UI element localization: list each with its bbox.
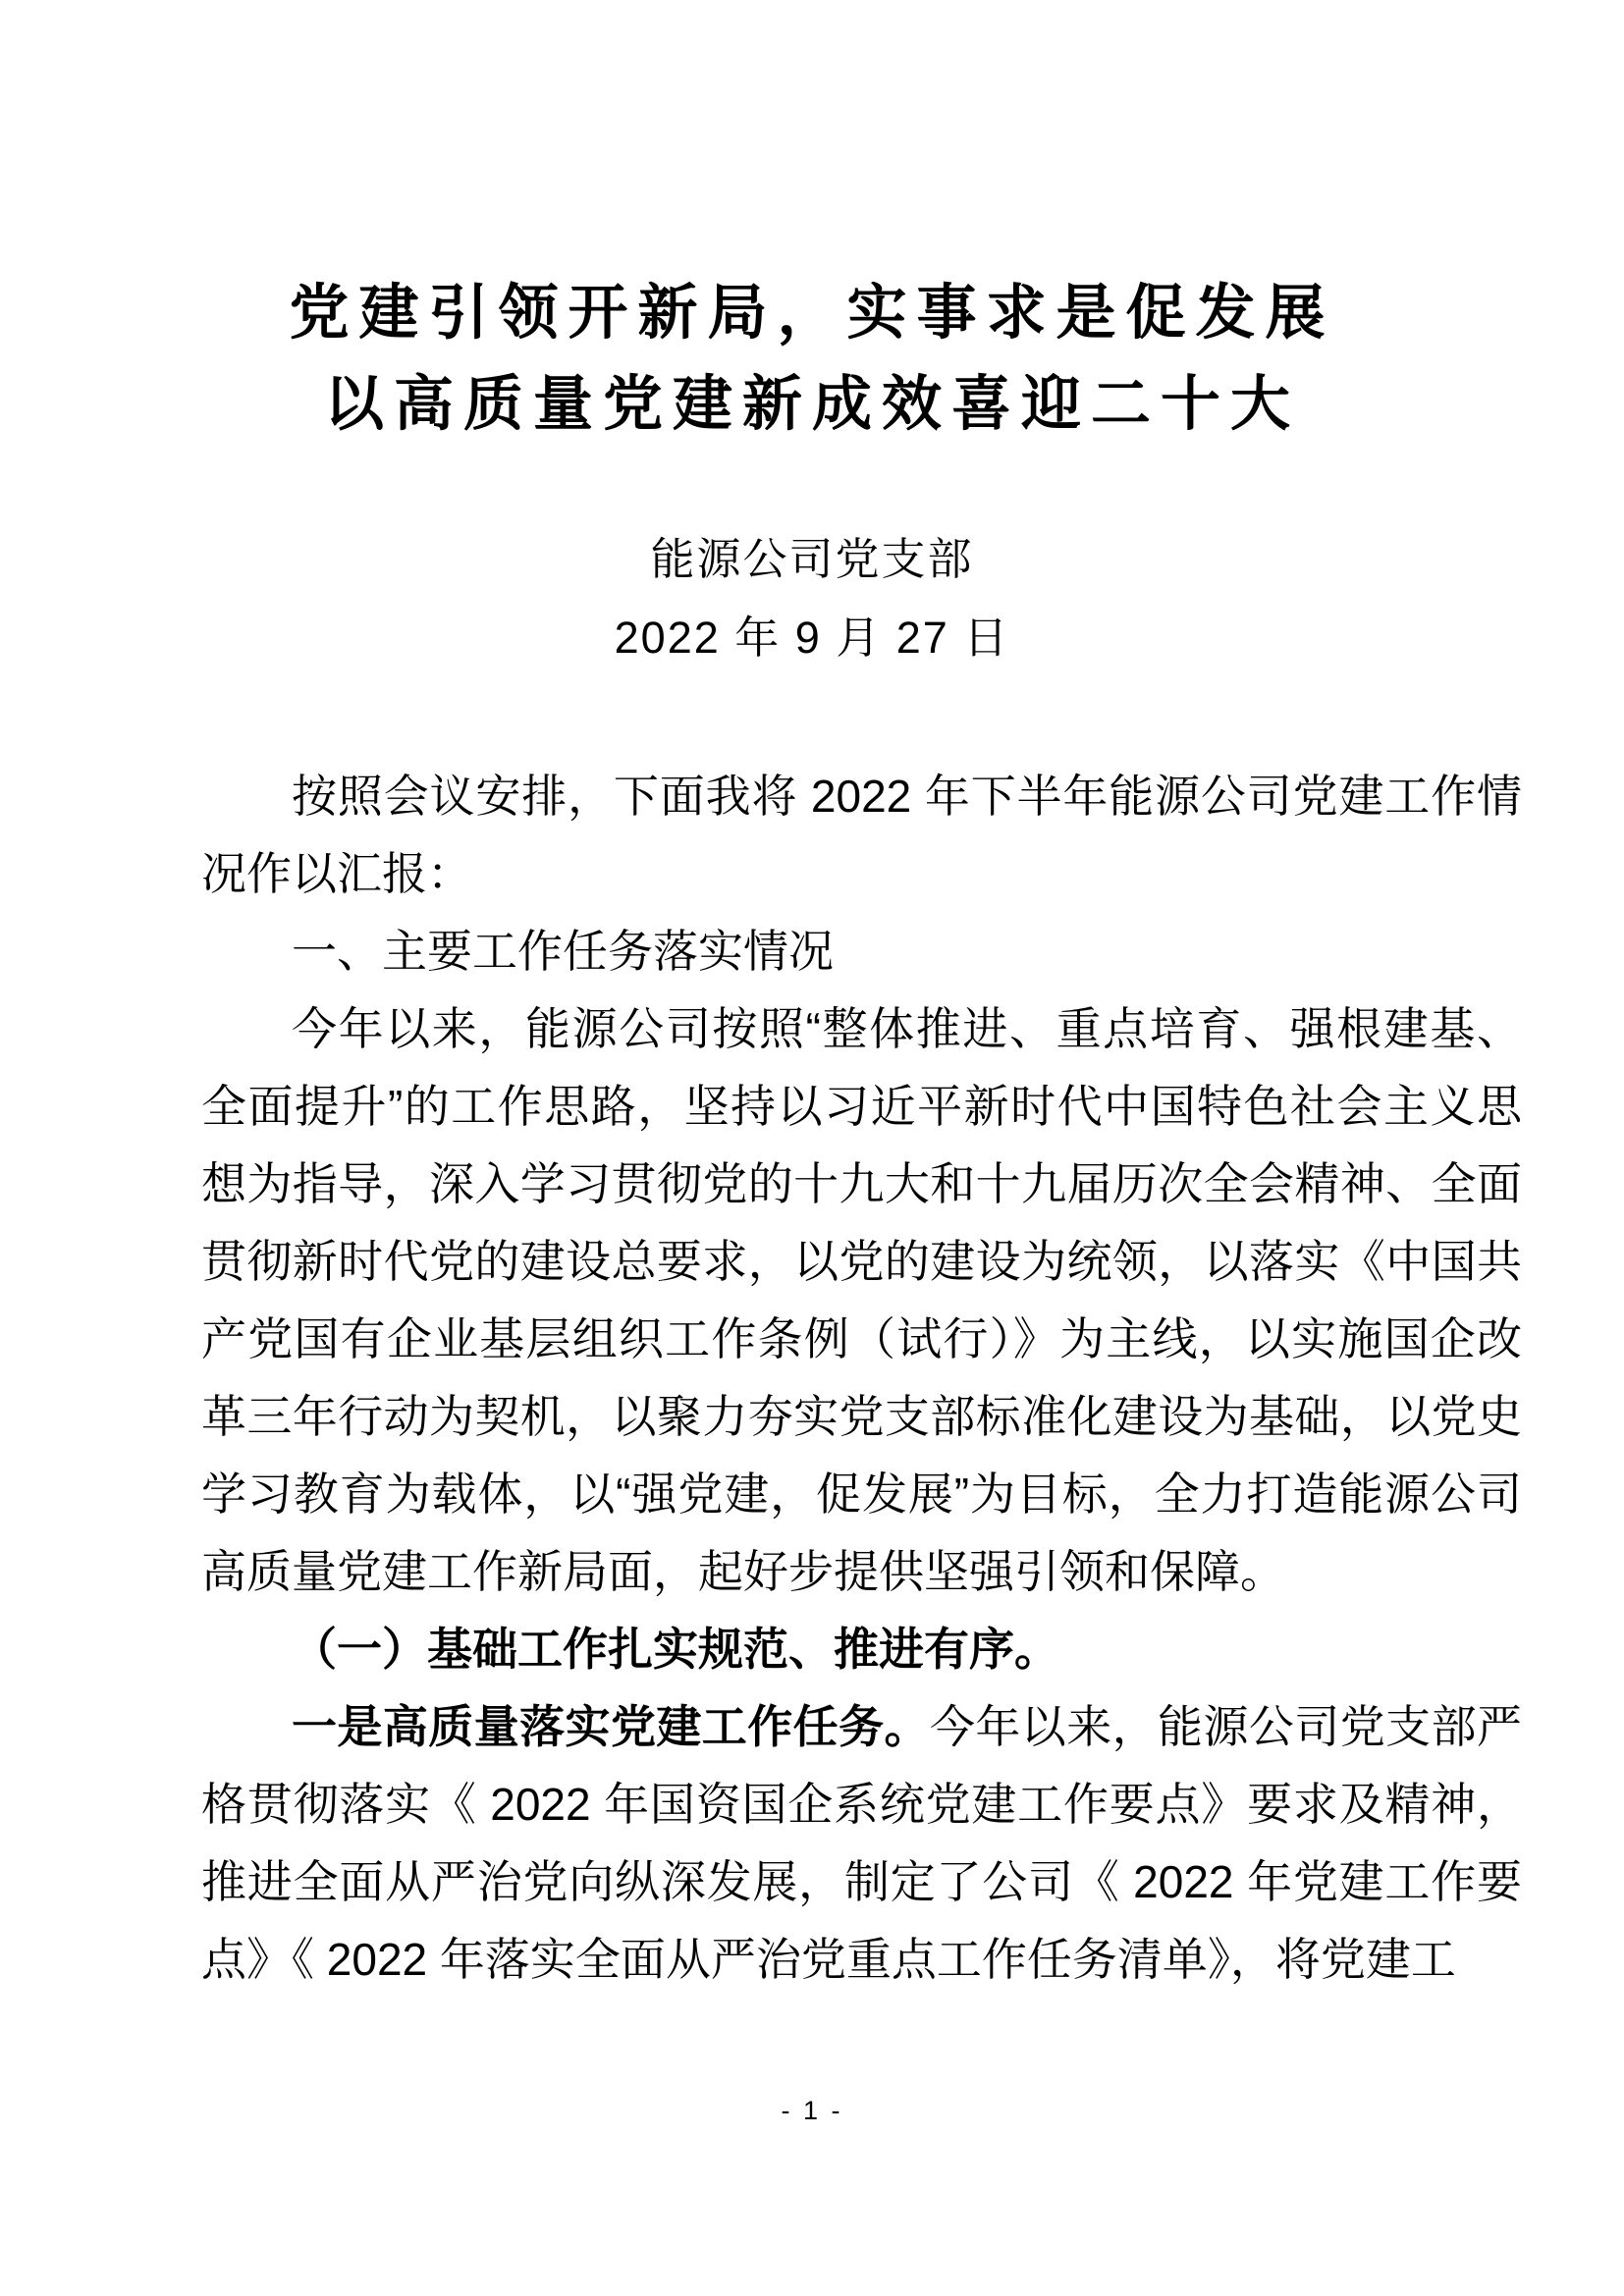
paragraph-intro: 按照会议安排，下面我将 2022 年下半年能源公司党建工作情况作以汇报：: [201, 771, 1522, 899]
page-number: - 1 -: [781, 2096, 843, 2125]
section-heading-2: （一）基础工作扎实规范、推进有序。: [292, 1624, 1059, 1675]
paragraph-point-1-lead: 一是高质量落实党建工作任务。: [292, 1701, 930, 1752]
paragraph-point-1: [201, 1688, 1522, 1999]
document-date: 2022 年 9 月 27 日: [614, 613, 1010, 663]
document-title-line-2: 以高质量党建新成效喜迎二十大: [323, 370, 1300, 437]
document-title: [0, 267, 1624, 450]
paragraph-overview: 今年以来，能源公司按照“整体推进、重点培育、强根建基、全面提升”的工作思路，坚持以习近平新时代中国特色社会主义思想为指导，深入学习贯彻党的十九大和十九届历次全会精神、全面贯彻新时代党的建设总要求，以党的建设为统领，以落实《中国共产党国有企业基层组织工作条例（试行）》为主线，以实施国企改革三年行动为契机，以聚力夯实党支部标准化建设为基础，以党史学习教育为载体，以“强党建，促发展”为目标，全力打造能源公司高质量党建工作新局面，起好步提供坚强引领和保障。: [201, 1003, 1522, 1597]
document-title-line-1: 党建引领开新局，实事求是促发展: [289, 279, 1335, 346]
section-heading-1: 一、主要工作任务落实情况: [292, 926, 834, 977]
document-body: [201, 758, 1522, 1999]
paragraph-point-1-rest: 今年以来，能源公司党支部严格贯彻落实《 2022 年国资国企系统党建工作要点》要求及精神，推进全面从严治党向纵深发展，制定了公司《 2022 年党建工作要点》《 2022 年落实全面从严治党重点工作任务清单》，将党建工: [201, 1701, 1523, 1985]
document-author: 能源公司党支部: [650, 534, 974, 584]
